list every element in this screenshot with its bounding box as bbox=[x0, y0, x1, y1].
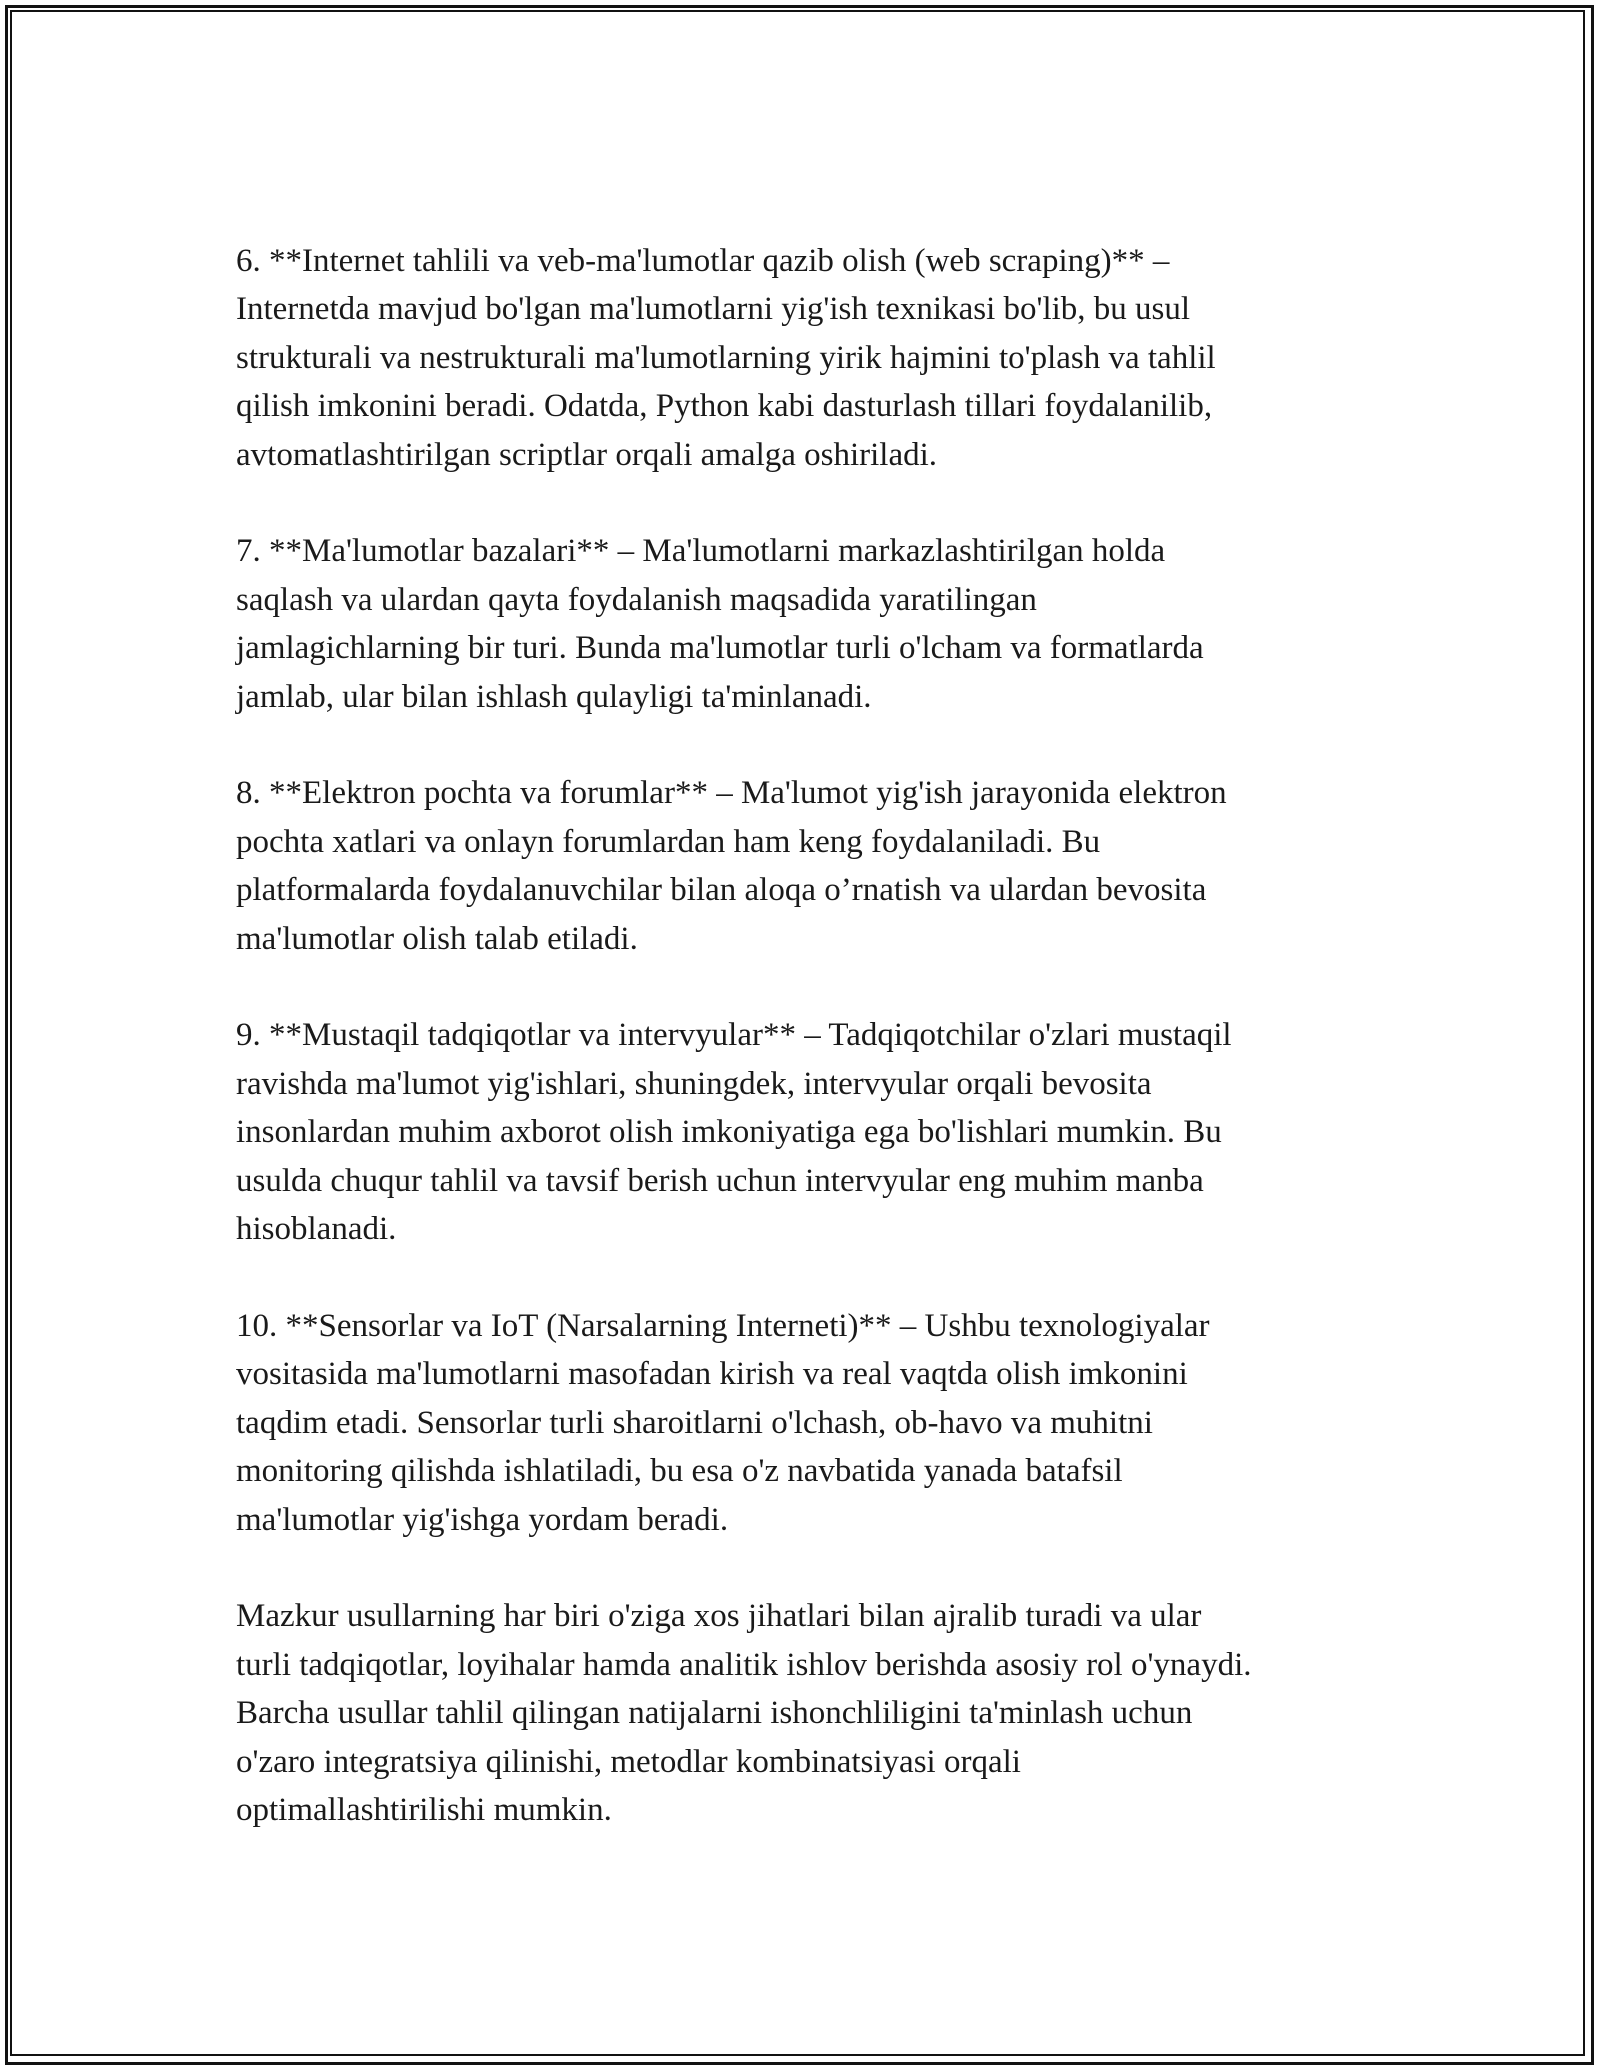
text-line: avtomatlashtirilgan scriptlar orqali amalga oshiriladi. bbox=[236, 436, 938, 473]
text-line: saqlash va ulardan qayta foydalanish maqsadida yaratilingan bbox=[236, 581, 1037, 618]
text-line: pochta xatlari va onlayn forumlardan ham keng foydalaniladi. Bu bbox=[236, 823, 1101, 860]
text-line: 9. **Mustaqil tadqiqotlar va intervyular** – Tadqiqotchilar o'zlari mustaqil bbox=[236, 1017, 1232, 1054]
text-line: monitoring qilishda ishlatiladi, bu esa o'z navbatida yanada batafsil bbox=[236, 1453, 1123, 1490]
text-line: Internetda mavjud bo'lgan ma'lumotlarni yig'ish texnikasi bo'lib, bu usul bbox=[236, 291, 1191, 328]
paragraph-research-interviews bbox=[236, 1011, 1386, 1253]
text-line: vositasida ma'lumotlarni masofadan kirish va real vaqtda olish imkonini bbox=[236, 1356, 1188, 1393]
text-line: insonlardan muhim axborot olish imkoniyatiga ega bo'lishlari mumkin. Bu bbox=[236, 1114, 1222, 1151]
text-line: jamlab, ular bilan ishlash qulayligi ta'minlanadi. bbox=[236, 678, 872, 715]
text-line: qilish imkonini beradi. Odatda, Python kabi dasturlash tillari foydalanilib, bbox=[236, 388, 1213, 425]
text-line: 8. **Elektron pochta va forumlar** – Ma'lumot yig'ish jarayonida elektron bbox=[236, 775, 1227, 812]
text-line: optimallashtirilishi mumkin. bbox=[236, 1791, 612, 1828]
text-line: taqdim etadi. Sensorlar turli sharoitlarni o'lchash, ob-havo va muhitni bbox=[236, 1404, 1153, 1441]
text-line: jamlagichlarning bir turi. Bunda ma'lumotlar turli o'lcham va formatlarda bbox=[236, 630, 1204, 667]
paragraph-databases bbox=[236, 527, 1386, 721]
text-line: Mazkur usullarning har biri o'ziga xos jihatlari bilan ajralib turadi va ular bbox=[236, 1598, 1202, 1635]
text-line: 10. **Sensorlar va IoT (Narsalarning Interneti)** – Ushbu texnologiyalar bbox=[236, 1307, 1210, 1344]
text-line: Barcha usullar tahlil qilingan natijalarni ishonchliligini ta'minlash uchun bbox=[236, 1695, 1193, 1732]
text-line: 7. **Ma'lumotlar bazalari** – Ma'lumotlarni markazlashtirilgan holda bbox=[236, 533, 1166, 570]
text-line: o'zaro integratsiya qilinishi, metodlar kombinatsiyasi orqali bbox=[236, 1743, 1021, 1780]
text-line: ma'lumotlar olish talab etiladi. bbox=[236, 920, 638, 957]
paragraph-sensors-iot bbox=[236, 1302, 1386, 1544]
text-line: 6. **Internet tahlili va veb-ma'lumotlar qazib olish (web scraping)** – bbox=[236, 243, 1170, 279]
text-line: ravishda ma'lumot yig'ishlari, shuningdek, intervyular orqali bevosita bbox=[236, 1065, 1152, 1102]
text-line: platformalarda foydalanuvchilar bilan aloqa o’rnatish va ulardan bevosita bbox=[236, 872, 1207, 909]
document-body bbox=[236, 237, 1386, 1883]
paragraph-conclusion bbox=[236, 1592, 1386, 1834]
paragraph-web-scraping bbox=[236, 237, 1386, 479]
text-line: turli tadqiqotlar, loyihalar hamda analitik ishlov berishda asosiy rol o'ynaydi. bbox=[236, 1646, 1252, 1683]
text-line: strukturali va nestrukturali ma'lumotlarning yirik hajmini to'plash va tahlil bbox=[236, 339, 1216, 376]
text-line: usulda chuqur tahlil va tavsif berish uchun intervyular eng muhim manba bbox=[236, 1162, 1204, 1199]
text-line: ma'lumotlar yig'ishga yordam beradi. bbox=[236, 1501, 729, 1538]
text-line: hisoblanadi. bbox=[236, 1211, 397, 1248]
paragraph-email-forums bbox=[236, 769, 1386, 963]
